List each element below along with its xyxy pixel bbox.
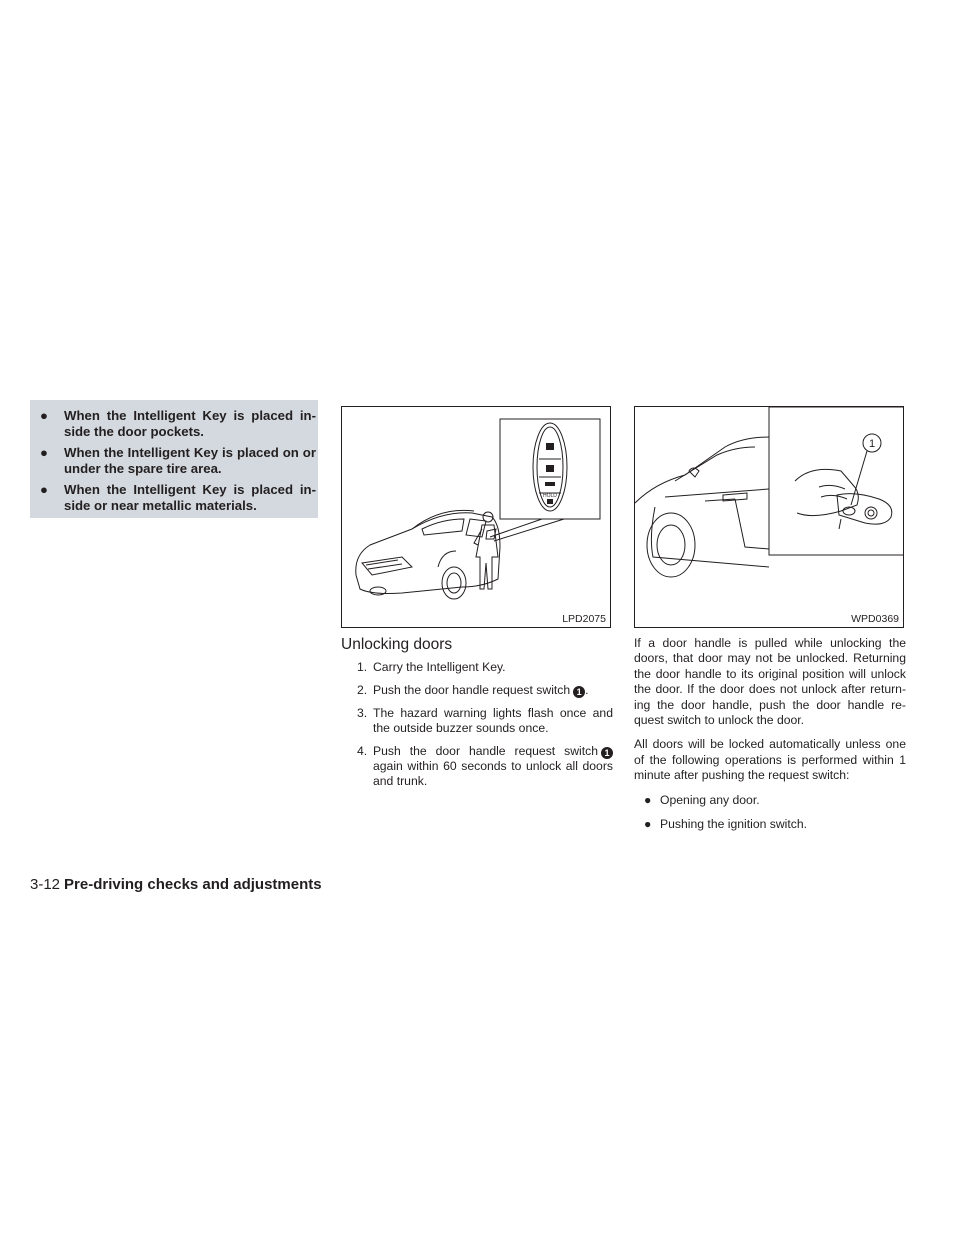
bullet-icon: ●	[40, 445, 48, 460]
section-heading: Unlocking doors	[341, 636, 453, 653]
note-item: ● When the Intelligent Key is placed on or under the spare tire area.	[40, 445, 316, 476]
key-hold-label: HOLD	[543, 493, 557, 499]
page-number: 3-12	[30, 876, 61, 893]
bullet-icon: ●	[644, 792, 652, 807]
bullet-icon: ●	[644, 817, 652, 832]
paragraph: If a door handle is pulled while unlocking the doors, that door may not be unlocked. Returning the door handle to its original position will unlock the door. If the door does not unlock after return-ing the door handle, push the door handle re-quest switch to unlock the door.	[634, 636, 906, 728]
bullet-icon: ●	[40, 482, 48, 497]
paragraph: All doors will be locked automatically unless one of the following operations is performed within 1 minute after pushing the request switch:	[634, 737, 906, 783]
list-item: 3. The hazard warning lights flash once and the outside buzzer sounds once.	[357, 706, 613, 735]
list-item: ● Opening any door.	[644, 792, 760, 807]
list-item: 2. Push the door handle request switch 1 .	[357, 683, 589, 697]
page-footer	[30, 876, 322, 894]
list-item: 4. Push the door handle request switch 1 again within 60 seconds to unlock all doors and trunk.	[357, 744, 613, 788]
figure-door-handle	[634, 406, 904, 628]
callout-1-icon: 1	[601, 747, 613, 759]
figure-code: LPD2075	[562, 613, 606, 625]
note-box	[30, 400, 318, 518]
bullet-icon: ●	[40, 408, 48, 423]
figure-code: WPD0369	[851, 613, 899, 625]
right-column	[634, 636, 906, 841]
callout-1-icon: 1	[573, 686, 585, 698]
list-item: ● Pushing the ignition switch.	[644, 817, 808, 832]
steps-list	[341, 660, 613, 797]
car-key-illustration	[342, 407, 611, 628]
figure-key-fob-car	[341, 406, 611, 628]
footer-section-title: Pre-driving checks and adjustments	[64, 876, 322, 893]
door-handle-illustration	[635, 407, 904, 628]
note-item: ● When the Intelligent Key is placed in-side the door pockets.	[40, 408, 316, 439]
callout-number: 1	[868, 438, 876, 450]
list-item: 1. Carry the Intelligent Key.	[357, 660, 506, 674]
note-item: ● When the Intelligent Key is placed in-side or near metallic materials.	[40, 482, 316, 513]
